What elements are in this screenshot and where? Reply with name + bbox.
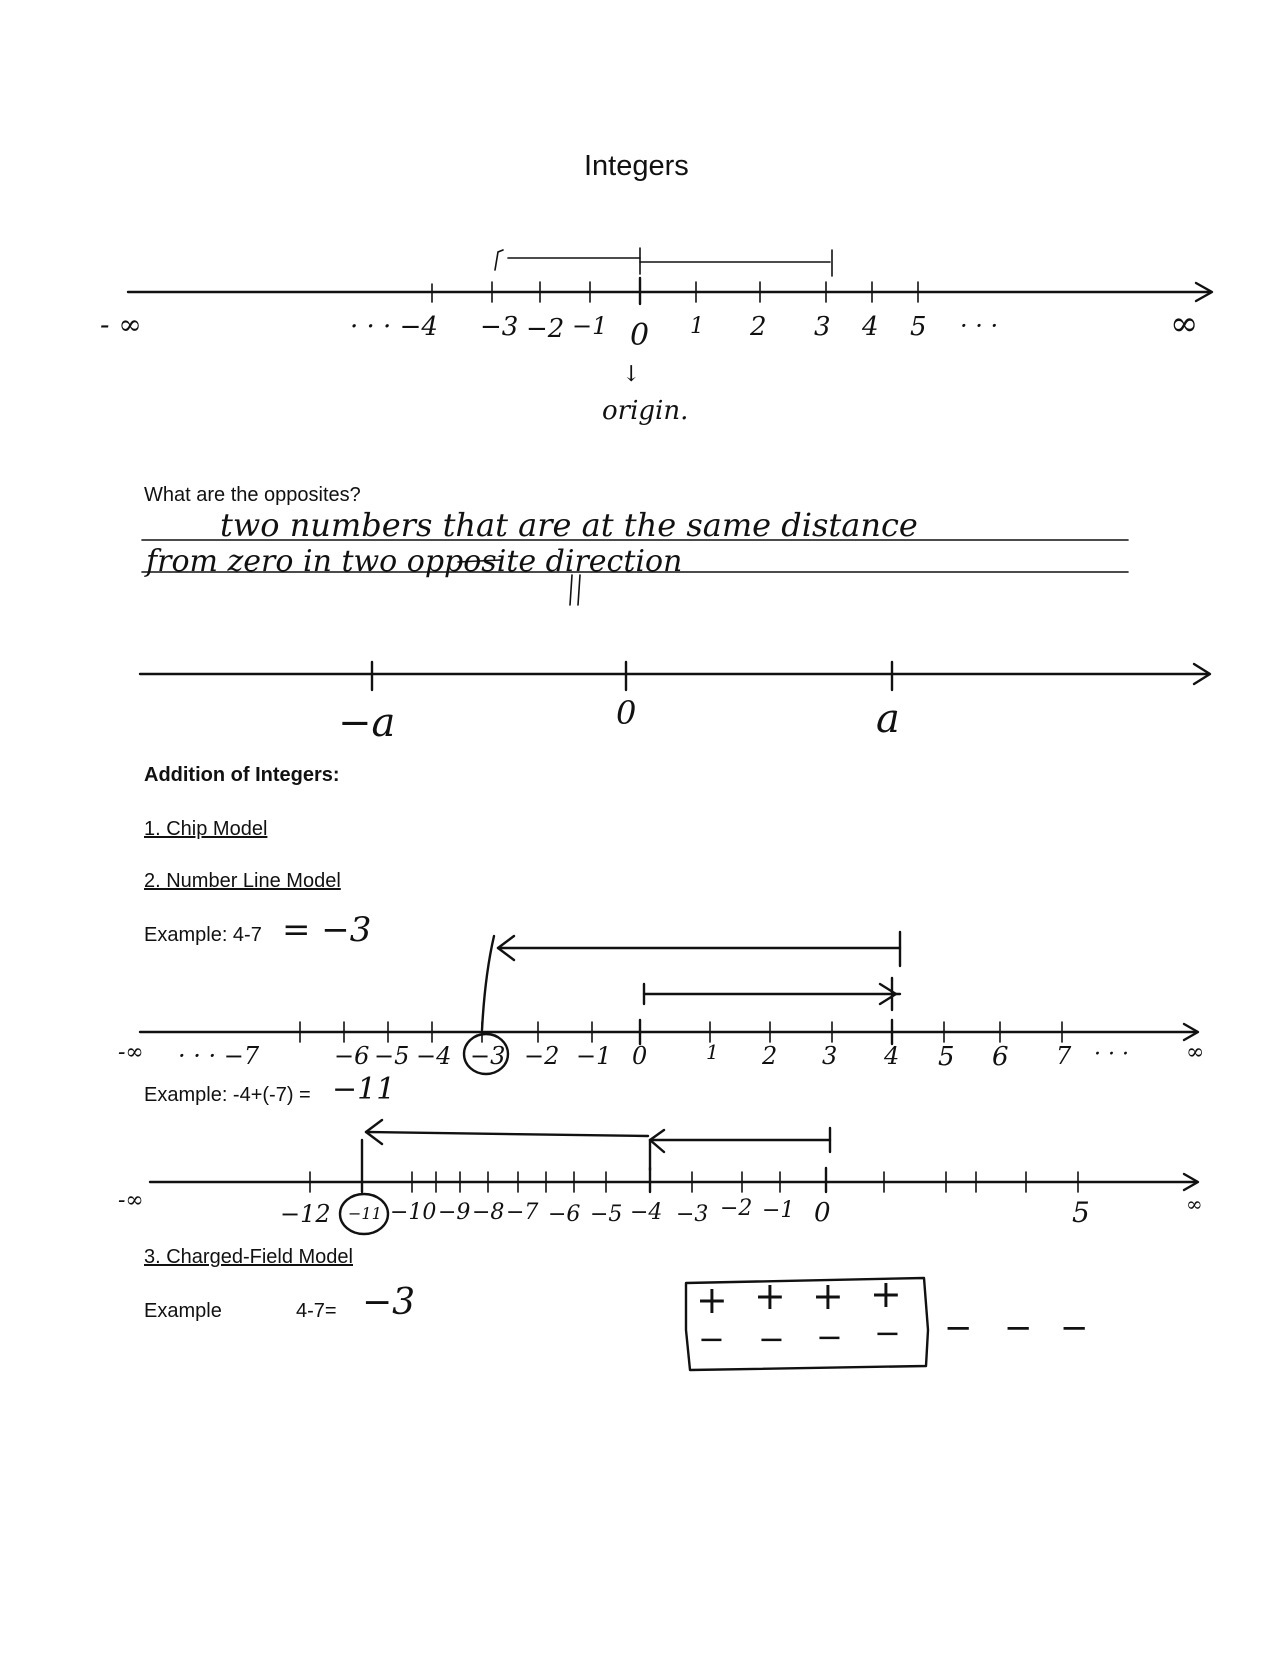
- tick-label: −1: [576, 1042, 612, 1070]
- tick-label: 3: [822, 1042, 838, 1070]
- tick-label: −3: [676, 1202, 709, 1227]
- tick-label: −6: [548, 1202, 581, 1227]
- tick-label: 5: [910, 312, 927, 342]
- positive-infinity-label: ∞: [1170, 304, 1199, 344]
- opposites-answer-line-1: two numbers that are at the same distance: [220, 506, 918, 544]
- line-2-positive-infinity: ∞: [1186, 1040, 1205, 1065]
- tick-label: −3: [470, 1042, 506, 1070]
- tick-label: −2: [524, 1042, 560, 1070]
- label-a: a: [876, 696, 900, 742]
- tick-label: −4: [630, 1200, 663, 1225]
- chip-model-heading: 1. Chip Model: [144, 818, 268, 840]
- tick-label: 6: [992, 1042, 1009, 1072]
- tick-label: 7: [1056, 1042, 1072, 1070]
- charged-field-model-heading: 3. Charged-Field Model: [144, 1246, 353, 1268]
- tick-label: −9: [438, 1200, 471, 1225]
- label-zero: 0: [616, 694, 637, 732]
- number-line-opposites: [140, 662, 1210, 690]
- example-1-answer: = −3: [282, 910, 372, 950]
- tick-label: 1: [690, 314, 704, 339]
- tick-label: −5: [374, 1042, 410, 1070]
- number-line-example-1: [140, 932, 1198, 1074]
- plus-icon: +: [754, 1274, 786, 1318]
- plus-icon: +: [696, 1278, 728, 1322]
- example-3-label: Example: [144, 1300, 222, 1322]
- tick-label: 5: [1072, 1196, 1090, 1229]
- tick-label: · · · −7: [178, 1042, 260, 1070]
- minus-icon: −: [758, 1320, 785, 1358]
- label-negative-a: −a: [338, 700, 396, 746]
- tick-label: −1: [762, 1198, 795, 1223]
- plus-icon: +: [812, 1274, 844, 1318]
- tick-label: −7: [506, 1200, 539, 1225]
- minus-icon: −: [944, 1308, 973, 1348]
- tick-label: −6: [334, 1042, 370, 1070]
- tick-label: −12: [280, 1200, 331, 1228]
- tick-label: −1: [572, 312, 608, 340]
- tick-label: −11: [348, 1204, 382, 1223]
- minus-icon: −: [1060, 1308, 1089, 1348]
- tick-label: −10: [390, 1200, 437, 1225]
- example-2-label: Example: -4+(-7) =: [144, 1084, 311, 1106]
- example-3-answer: −3: [362, 1282, 416, 1323]
- line-2-negative-infinity: -∞: [118, 1040, 144, 1065]
- tick-label: 0: [814, 1198, 831, 1228]
- minus-icon: −: [874, 1314, 901, 1352]
- origin-note: origin.: [602, 396, 689, 426]
- tick-label: −5: [590, 1202, 623, 1227]
- tick-label: 0: [632, 1042, 648, 1070]
- tick-label: −3: [480, 312, 519, 342]
- tick-label: · · ·: [1094, 1042, 1129, 1067]
- number-line-model-heading: 2. Number Line Model: [144, 870, 341, 892]
- tick-label: −8: [472, 1200, 505, 1225]
- tick-label: 0: [630, 318, 650, 353]
- tick-label: 4: [862, 312, 879, 342]
- tick-label: 1: [706, 1040, 719, 1064]
- tick-label: · · · −4: [350, 312, 438, 342]
- tick-label: 2: [750, 312, 767, 342]
- addition-heading: Addition of Integers:: [144, 764, 340, 786]
- minus-icon: −: [1004, 1308, 1033, 1348]
- minus-icon: −: [698, 1320, 725, 1358]
- tick-label: 2: [762, 1042, 778, 1070]
- plus-icon: +: [870, 1272, 902, 1316]
- opposites-answer-line-2: from zero in two opposite direction: [146, 544, 683, 579]
- line-3-negative-infinity: -∞: [118, 1188, 144, 1213]
- example-2-answer: −11: [332, 1072, 396, 1107]
- page-title: Integers: [584, 150, 689, 182]
- tick-label: −4: [416, 1042, 452, 1070]
- number-line-integers: [128, 248, 1212, 304]
- example-3-expression: 4-7=: [296, 1300, 337, 1322]
- tick-label: 4: [884, 1042, 900, 1070]
- tick-label: 3: [814, 312, 831, 342]
- tick-label: · · ·: [960, 312, 999, 340]
- origin-arrow-icon: ↓: [622, 362, 641, 387]
- tick-label: −2: [526, 314, 565, 344]
- line-3-positive-infinity: ∞: [1186, 1192, 1203, 1216]
- opposites-question: What are the opposites?: [144, 484, 361, 506]
- tick-label: 5: [938, 1042, 955, 1072]
- example-1-label: Example: 4-7: [144, 924, 262, 946]
- tick-label: −2: [720, 1196, 753, 1221]
- minus-icon: −: [816, 1318, 843, 1356]
- negative-infinity-label: - ∞: [100, 308, 142, 341]
